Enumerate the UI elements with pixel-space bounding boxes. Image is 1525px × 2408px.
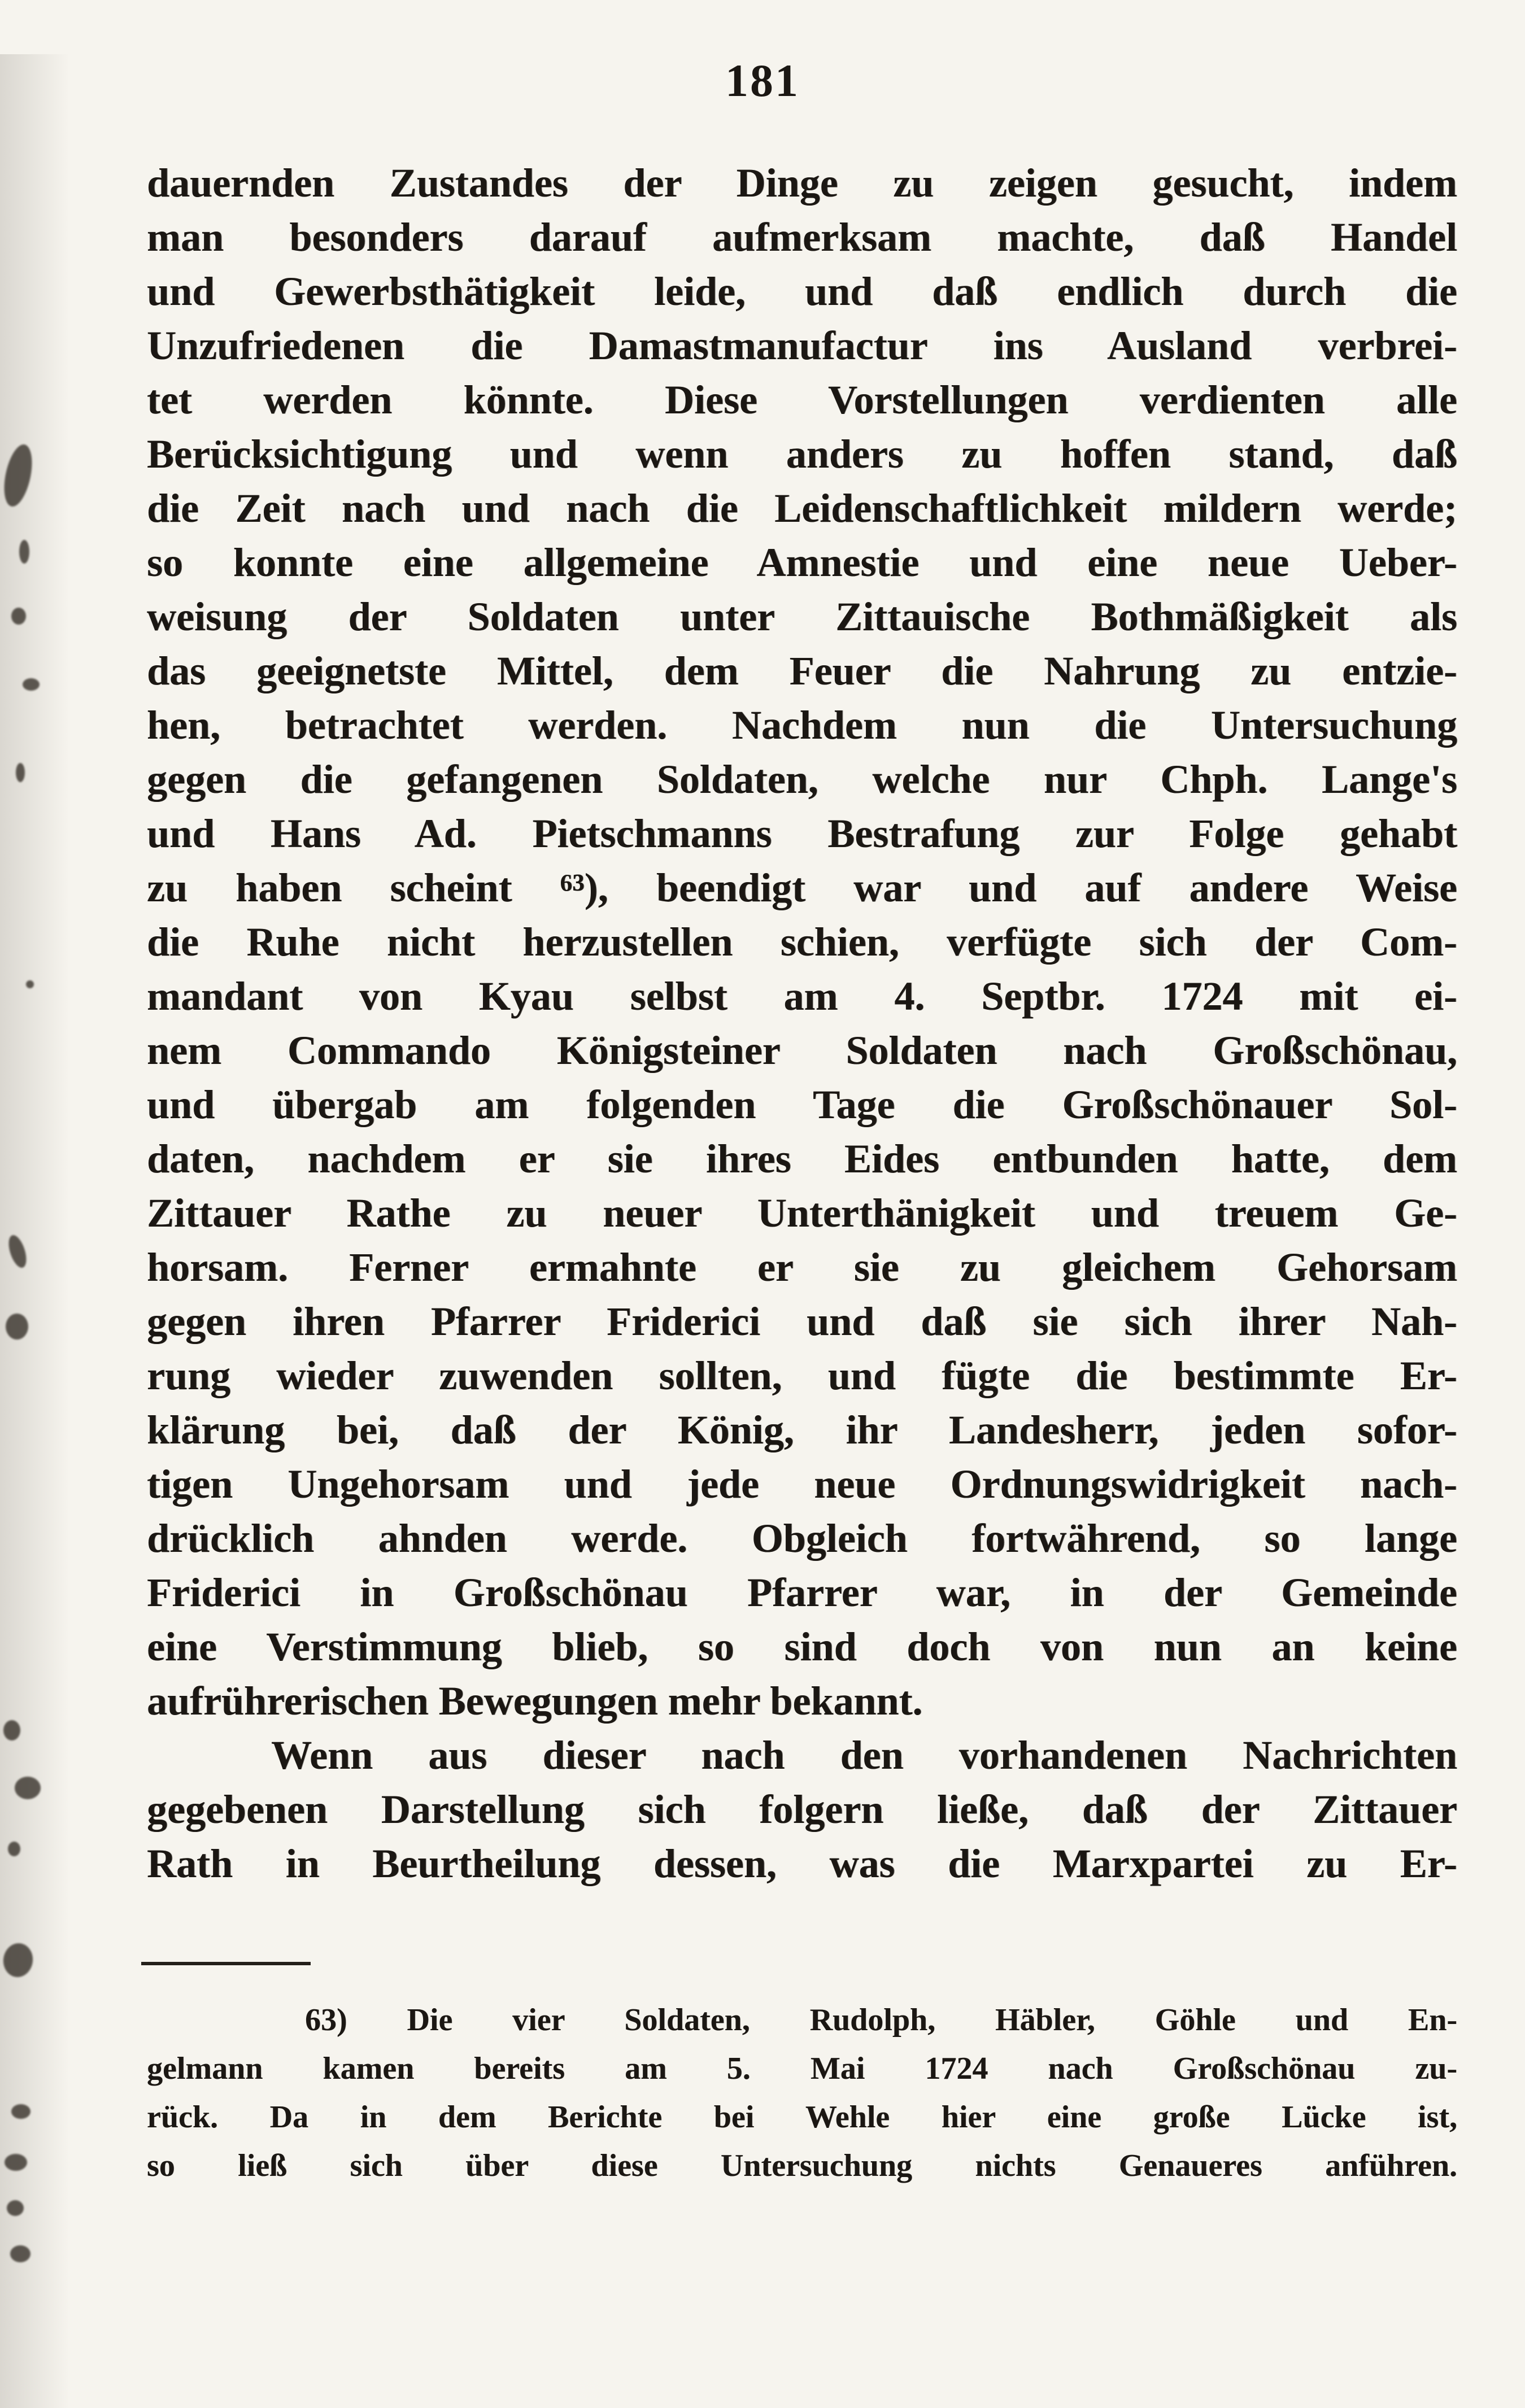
- paragraph-1: [147, 156, 1457, 1728]
- line-text: drücklich ahnden werde. Obgleich fortwährend, so lange: [147, 1516, 1457, 1561]
- text-line: [147, 1349, 1457, 1403]
- line-text: und Hans Ad. Pietschmanns Bestrafung zur Folge gehabt: [147, 811, 1457, 856]
- text-line: [147, 319, 1457, 373]
- text-line: [147, 156, 1457, 210]
- line-text: aufrührerischen Bewegungen mehr bekannt.: [147, 1678, 923, 1724]
- body-text: [147, 156, 1457, 1891]
- text-line: [147, 427, 1457, 481]
- text-line: [147, 806, 1457, 861]
- line-text: horsam. Ferner ermahnte er sie zu gleichem Gehorsam: [147, 1245, 1457, 1290]
- footnote-separator: [141, 1962, 311, 1965]
- line-text: Berücksichtigung und wenn anders zu hoffen stand, daß: [147, 431, 1457, 477]
- text-line: [147, 1511, 1457, 1565]
- scanned-page: [0, 54, 1525, 2190]
- text-line: [147, 1132, 1457, 1186]
- line-text: Wenn aus dieser nach den vorhandenen Nachrichten: [271, 1733, 1457, 1778]
- text-line: [147, 1782, 1457, 1836]
- text-line: [147, 1457, 1457, 1511]
- line-text: gegen die gefangenen Soldaten, welche nur Chph. Lange's: [147, 757, 1457, 802]
- text-line: [147, 915, 1457, 969]
- text-line: [147, 861, 1457, 915]
- line-text: eine Verstimmung blieb, so sind doch von nun an keine: [147, 1624, 1457, 1669]
- text-line: [147, 535, 1457, 590]
- text-line: [147, 752, 1457, 806]
- line-text: hen, betrachtet werden. Nachdem nun die Untersuchung: [147, 703, 1457, 748]
- line-text: so ließ sich über diese Untersuchung nichts Genaueres anführen.: [147, 2148, 1457, 2183]
- text-line: [147, 1294, 1457, 1349]
- text-line: [147, 1403, 1457, 1457]
- line-text: gegebenen Darstellung sich folgern ließe, daß der Zittauer: [147, 1787, 1457, 1832]
- line-text: gelmann kamen bereits am 5. Mai 1724 nach Großschönau zu-: [147, 2051, 1457, 2086]
- footnote-line: [147, 2093, 1457, 2141]
- line-text: weisung der Soldaten unter Zittauische Bothmäßigkeit als: [147, 594, 1457, 639]
- footnote: [147, 1996, 1457, 2190]
- text-line: [147, 210, 1457, 264]
- text-line: [147, 1728, 1457, 1782]
- line-text: Rath in Beurtheilung dessen, was die Marxpartei zu Er-: [147, 1841, 1457, 1886]
- footnote-line: [147, 1996, 1457, 2044]
- line-text: und Gewerbsthätigkeit leide, und daß endlich durch die: [147, 269, 1457, 314]
- text-line: [147, 1674, 1457, 1728]
- line-text: mandant von Kyau selbst am 4. Septbr. 1724 mit ei-: [147, 974, 1457, 1019]
- line-text: man besonders darauf aufmerksam machte, daß Handel: [147, 215, 1457, 260]
- text-line: [147, 1620, 1457, 1674]
- text-line: [147, 1186, 1457, 1240]
- line-text: und übergab am folgenden Tage die Großschönauer Sol-: [147, 1082, 1457, 1127]
- text-line: [147, 1836, 1457, 1891]
- text-line: [147, 264, 1457, 319]
- line-text: klärung bei, daß der König, ihr Landesherr, jeden sofor-: [147, 1407, 1457, 1452]
- text-line: [147, 698, 1457, 752]
- line-text: Friderici in Großschönau Pfarrer war, in der Gemeinde: [147, 1570, 1457, 1615]
- line-text: tet werden könnte. Diese Vorstellungen verdienten alle: [147, 377, 1457, 422]
- line-text: rück. Da in dem Berichte bei Wehle hier eine große Lücke ist,: [147, 2100, 1457, 2135]
- line-text: die Ruhe nicht herzustellen schien, verfügte sich der Com-: [147, 919, 1457, 965]
- line-text: Unzufriedenen die Damastmanufactur ins Ausland verbrei-: [147, 323, 1457, 368]
- scan-artifact: [7, 2200, 24, 2216]
- text-line: [147, 481, 1457, 535]
- text-line: [147, 1565, 1457, 1620]
- line-text: Zittauer Rathe zu neuer Unterthänigkeit und treuem Ge-: [147, 1190, 1457, 1236]
- line-text: tigen Ungehorsam und jede neue Ordnungswidrigkeit nach-: [147, 1462, 1457, 1507]
- text-line: [147, 969, 1457, 1023]
- line-text: rung wieder zuwenden sollten, und fügte die bestimmte Er-: [147, 1353, 1457, 1398]
- scan-artifact: [10, 2245, 30, 2262]
- line-text: nem Commando Königsteiner Soldaten nach Großschönau,: [147, 1028, 1457, 1073]
- line-text: dauernden Zustandes der Dinge zu zeigen gesucht, indem: [147, 160, 1457, 206]
- text-line: [147, 644, 1457, 698]
- page-number: 181: [725, 55, 800, 106]
- line-text: zu haben scheint ⁶³), beendigt war und auf andere Weise: [147, 865, 1457, 910]
- text-line: [147, 1240, 1457, 1294]
- text-line: [147, 1023, 1457, 1078]
- paragraph-2: [147, 1728, 1457, 1891]
- line-text: das geeignetste Mittel, dem Feuer die Nahrung zu entzie-: [147, 648, 1457, 693]
- footnote-line: [147, 2044, 1457, 2093]
- text-line: [147, 1078, 1457, 1132]
- line-text: die Zeit nach und nach die Leidenschaftlichkeit mildern werde;: [147, 486, 1457, 531]
- line-text: daten, nachdem er sie ihres Eides entbunden hatte, dem: [147, 1136, 1457, 1181]
- text-line: [147, 373, 1457, 427]
- line-text: gegen ihren Pfarrer Friderici und daß sie sich ihrer Nah-: [147, 1299, 1457, 1344]
- text-line: [147, 590, 1457, 644]
- line-text: 63) Die vier Soldaten, Rudolph, Häbler, Göhle und En-: [305, 2003, 1457, 2038]
- footnote-line: [147, 2141, 1457, 2190]
- line-text: so konnte eine allgemeine Amnestie und eine neue Ueber-: [147, 540, 1457, 585]
